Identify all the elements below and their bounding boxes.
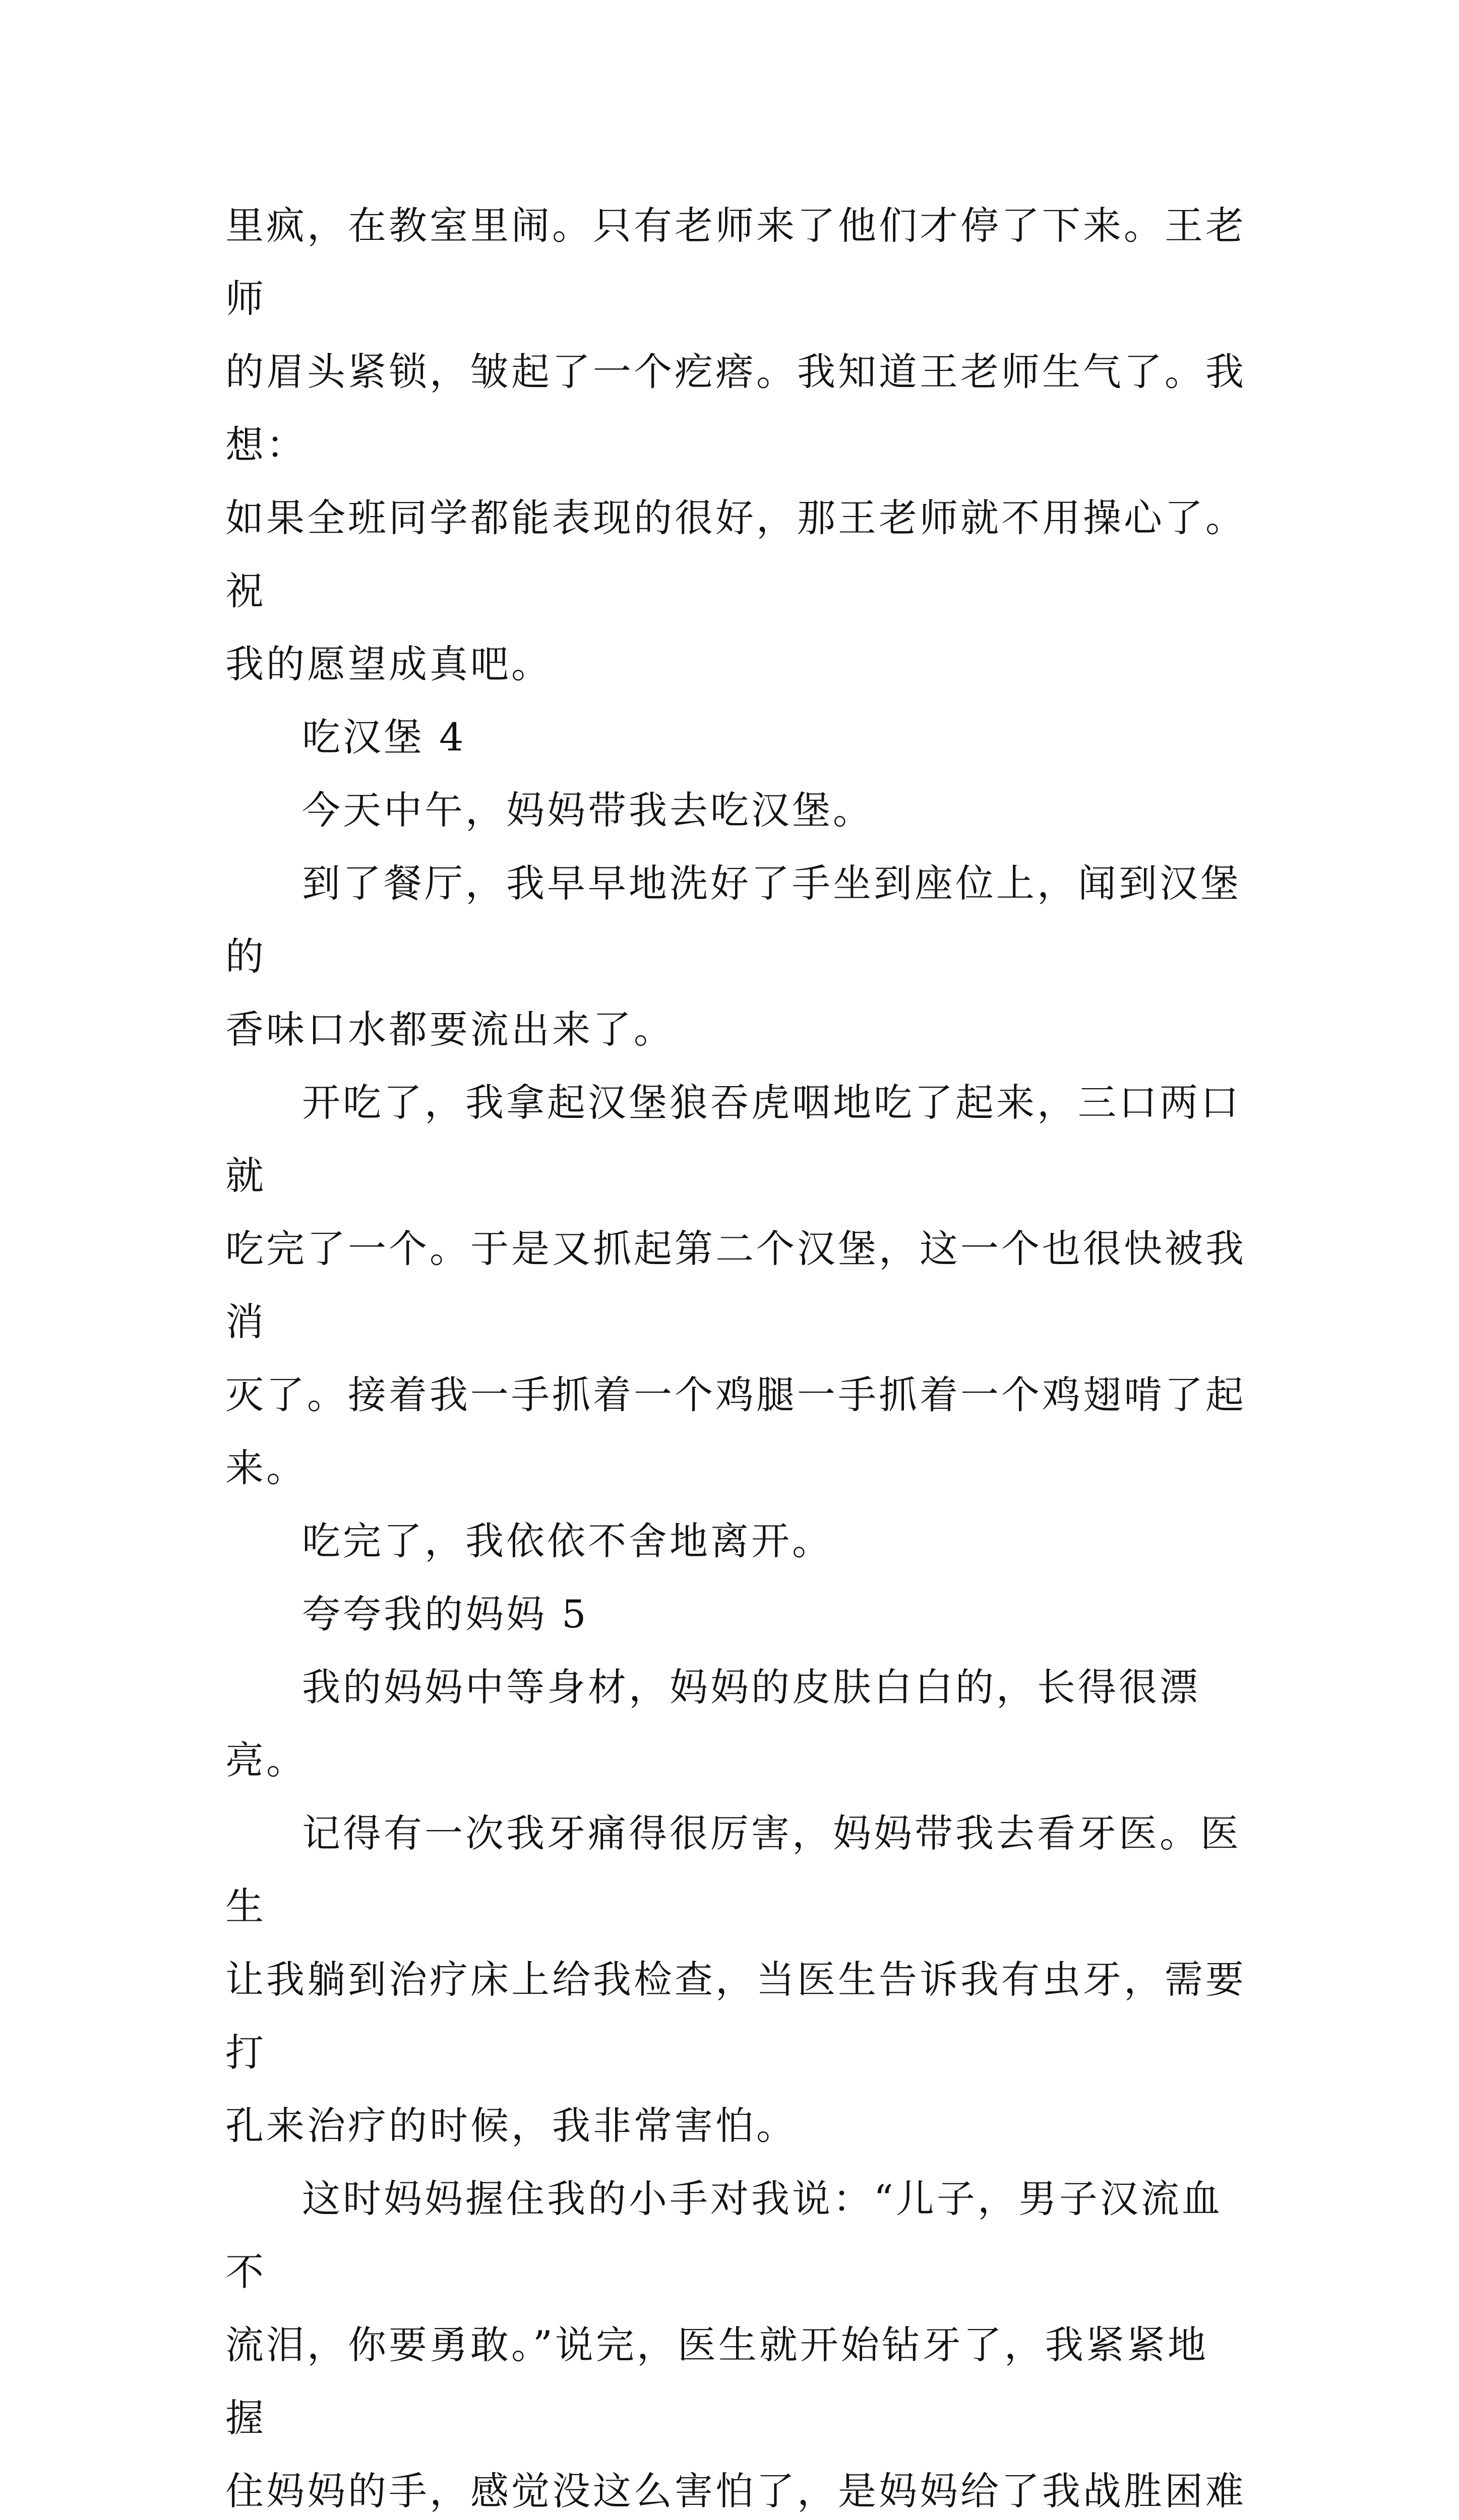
text-line: 吃完了，我依依不舍地离开。 [302,1519,833,1563]
paragraph [225,1797,1249,2162]
paragraph [225,1066,1249,1504]
paragraph [225,2162,1249,2520]
text-line: 吃完了一个。于是又抓起第二个汉堡，这一个也很快被我消 [225,1226,1246,1344]
text-line: 开吃了，我拿起汉堡狼吞虎咽地吃了起来，三口两口就 [225,1080,1241,1198]
text-line: 流泪，你要勇敢。”说完，医生就开始钻牙了，我紧紧地握 [225,2322,1208,2440]
text-line: 到了餐厅，我早早地洗好了手坐到座位上，闻到汉堡的 [225,861,1241,979]
text-line: 住妈妈的手，感觉没这么害怕了，是妈妈给了我战胜困难 [225,2469,1246,2513]
text-line: 记得有一次我牙痛得很厉害，妈妈带我去看牙医。医生 [225,1811,1241,1929]
section-heading [225,1578,1249,1651]
paragraph [225,774,1249,847]
text-line: 的眉头紧锁，皱起了一个疙瘩。我知道王老师生气了。我想： [225,349,1246,467]
paragraph [225,847,1249,1066]
text-line: 我的妈妈中等身材，妈妈的皮肤白白的，长得很漂亮。 [225,1665,1200,1783]
text-line: 夸夸我的妈妈 5 [302,1592,589,1636]
text-line: 让我躺到治疗床上给我检查，当医生告诉我有虫牙，需要打 [225,1957,1246,2075]
text-line: 今天中午，妈妈带我去吃汉堡。 [302,788,874,833]
text-line: 孔来治疗的时候，我非常害怕。 [225,2103,797,2148]
text-line: 香味口水都要流出来了。 [225,1007,675,1052]
body-text [225,189,1249,2520]
text-line: 我的愿望成真吧。 [225,642,552,686]
text-line: 里疯，在教室里闹。只有老师来了他们才停了下来。王老师 [225,203,1246,321]
text-line: 如果全班同学都能表现的很好，那王老师就不用操心了。祝 [225,495,1246,613]
text-line: 灭了。接着我一手抓着一个鸡腿一手抓着一个鸡翅啃了起来。 [225,1372,1246,1490]
section-heading [225,701,1249,774]
text-line: 吃汉堡 4 [302,715,466,760]
paragraph [225,189,1249,701]
paragraph [225,1651,1249,1797]
text-line: 这时妈妈握住我的小手对我说：“儿子，男子汉流血不 [225,2176,1223,2294]
paragraph [225,1504,1249,1578]
